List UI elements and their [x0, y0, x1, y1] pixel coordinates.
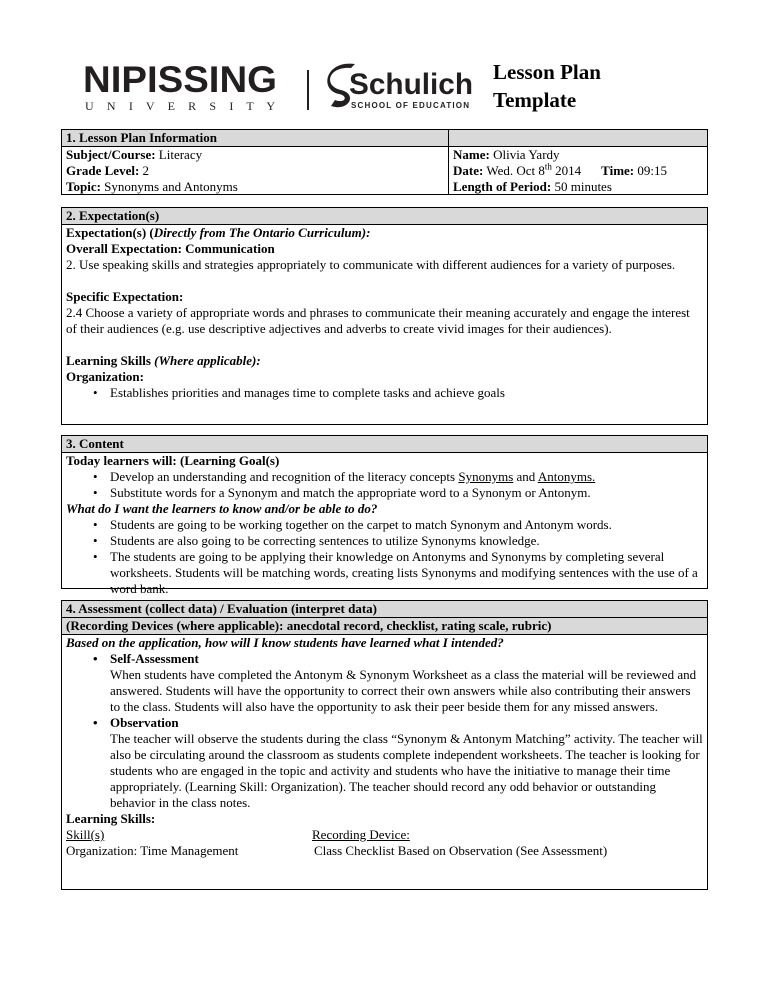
overall-expectation-label: Overall Expectation: Communication	[66, 241, 275, 256]
expectations-lead: Expectation(s) (Directly from The Ontario Curriculum):	[66, 225, 371, 240]
observation-list	[62, 715, 707, 731]
date-row: Date: Wed. Oct 8th 2014 Time: 09:15	[453, 161, 667, 178]
expectations-heading: 2. Expectation(s)	[62, 208, 707, 225]
overall-expectation-text: 2. Use speaking skills and strategies appropriately to communicate with different audiences for a variety of purposes.	[66, 257, 676, 272]
page-title: Lesson Plan Template	[493, 60, 601, 112]
self-assessment-text: When students have completed the Antonym & Synonym Worksheet as a class the material will be reviewed and answered. Students will have the opportunity to correct their own answers while also contributing their answers to the class. Students will also have the opportunity to ask their peer beside them for any missed answers.	[110, 667, 697, 714]
assessment-section	[61, 600, 708, 890]
learning-skills-label: Learning Skills (Where applicable):	[66, 353, 261, 368]
recording-device-column-header: Recording Device:	[312, 827, 410, 842]
assessment-list	[62, 651, 707, 667]
recording-device-value: Class Checklist Based on Observation (See Assessment)	[314, 843, 608, 858]
observation-title: • Observation	[110, 715, 707, 731]
teacher-info-heading-bar	[449, 130, 707, 147]
skills-column-header: Skill(s)	[66, 827, 105, 842]
specific-expectation-label: Specific Expectation:	[66, 289, 184, 304]
subject-row: Subject/Course: Literacy	[66, 147, 203, 162]
list-item: • Establishes priorities and manages time to complete tasks and achieve goals	[110, 385, 707, 401]
university-wordmark: U N I V E R S I T Y	[85, 99, 275, 113]
school-of-education-wordmark: SCHOOL OF EDUCATION	[351, 101, 469, 110]
teacher-info-section	[448, 129, 708, 195]
self-assessment-title: • Self-Assessment	[110, 651, 707, 667]
list-item: • Students are also going to be correcting sentences to utilize Synonyms knowledge.	[110, 533, 701, 549]
specific-expectation-text: 2.4 Choose a variety of appropriate words and phrases to communicate their meaning accurately and engage the interest of their audiences (e.g. use descriptive adjectives and adverbs to create vivid images for their audiences).	[66, 305, 690, 336]
skill-value: Organization: Time Management	[66, 843, 239, 858]
organization-list	[62, 385, 707, 401]
observation-text: The teacher will observe the students during the class “Synonym & Antonym Matching” activity. The teacher will also be circulating around the classroom as students complete independent worksheets. The teacher is looking for students who are engaged in the topic and activity and students who have the initiative to manage their time appropriately. (Learning Skill: Organization). The teacher should record any odd behavior or outstanding behavior in the class notes.	[110, 731, 703, 810]
lesson-info-heading: 1. Lesson Plan Information	[62, 130, 448, 147]
activities-list	[62, 517, 707, 597]
content-heading: 3. Content	[62, 436, 707, 453]
skills-header-row	[62, 827, 707, 843]
assessment-question: Based on the application, how will I know students have learned what I intended?	[66, 635, 504, 650]
list-item: • Substitute words for a Synonym and match the appropriate word to a Synonym or Antonym.	[110, 485, 707, 501]
length-row: Length of Period: 50 minutes	[453, 179, 612, 194]
content-section	[61, 435, 708, 596]
topic-row: Topic: Synonyms and Antonyms	[66, 179, 238, 194]
list-item: • Develop an understanding and recognition of the literacy concepts Synonyms and Antonyms.	[110, 469, 707, 485]
name-row: Name: Olivia Yardy	[453, 147, 560, 162]
learning-goals-list	[62, 469, 707, 501]
today-learners-label: Today learners will: (Learning Goal(s)	[66, 453, 280, 468]
lesson-info-section	[61, 129, 449, 195]
schulich-wordmark: Schulich	[349, 68, 473, 101]
skills-value-row	[62, 843, 707, 859]
recording-devices-heading: (Recording Devices (where applicable): anecdotal record, checklist, rating scale, rubric)	[62, 618, 707, 635]
learning-skills-label: Learning Skills:	[66, 811, 156, 826]
expectations-section	[61, 207, 708, 425]
logo-graphic	[83, 56, 483, 116]
list-item: • The students are going to be applying their knowledge on Antonyms and Synonyms by completing several worksheets. Students will be matching words, creating lists Synonyms and modifying sentences with the use of a word bank.	[110, 549, 701, 597]
organization-label: Organization:	[66, 369, 144, 384]
list-item: • Students are going to be working together on the carpet to match Synonym and Antonym words.	[110, 517, 701, 533]
grade-row: Grade Level: 2	[66, 163, 150, 178]
university-logo	[83, 56, 483, 116]
want-question: What do I want the learners to know and/or be able to do?	[66, 501, 378, 516]
assessment-heading: 4. Assessment (collect data) / Evaluation (interpret data)	[62, 601, 707, 618]
nipissing-wordmark: NIPISSING	[83, 59, 277, 100]
